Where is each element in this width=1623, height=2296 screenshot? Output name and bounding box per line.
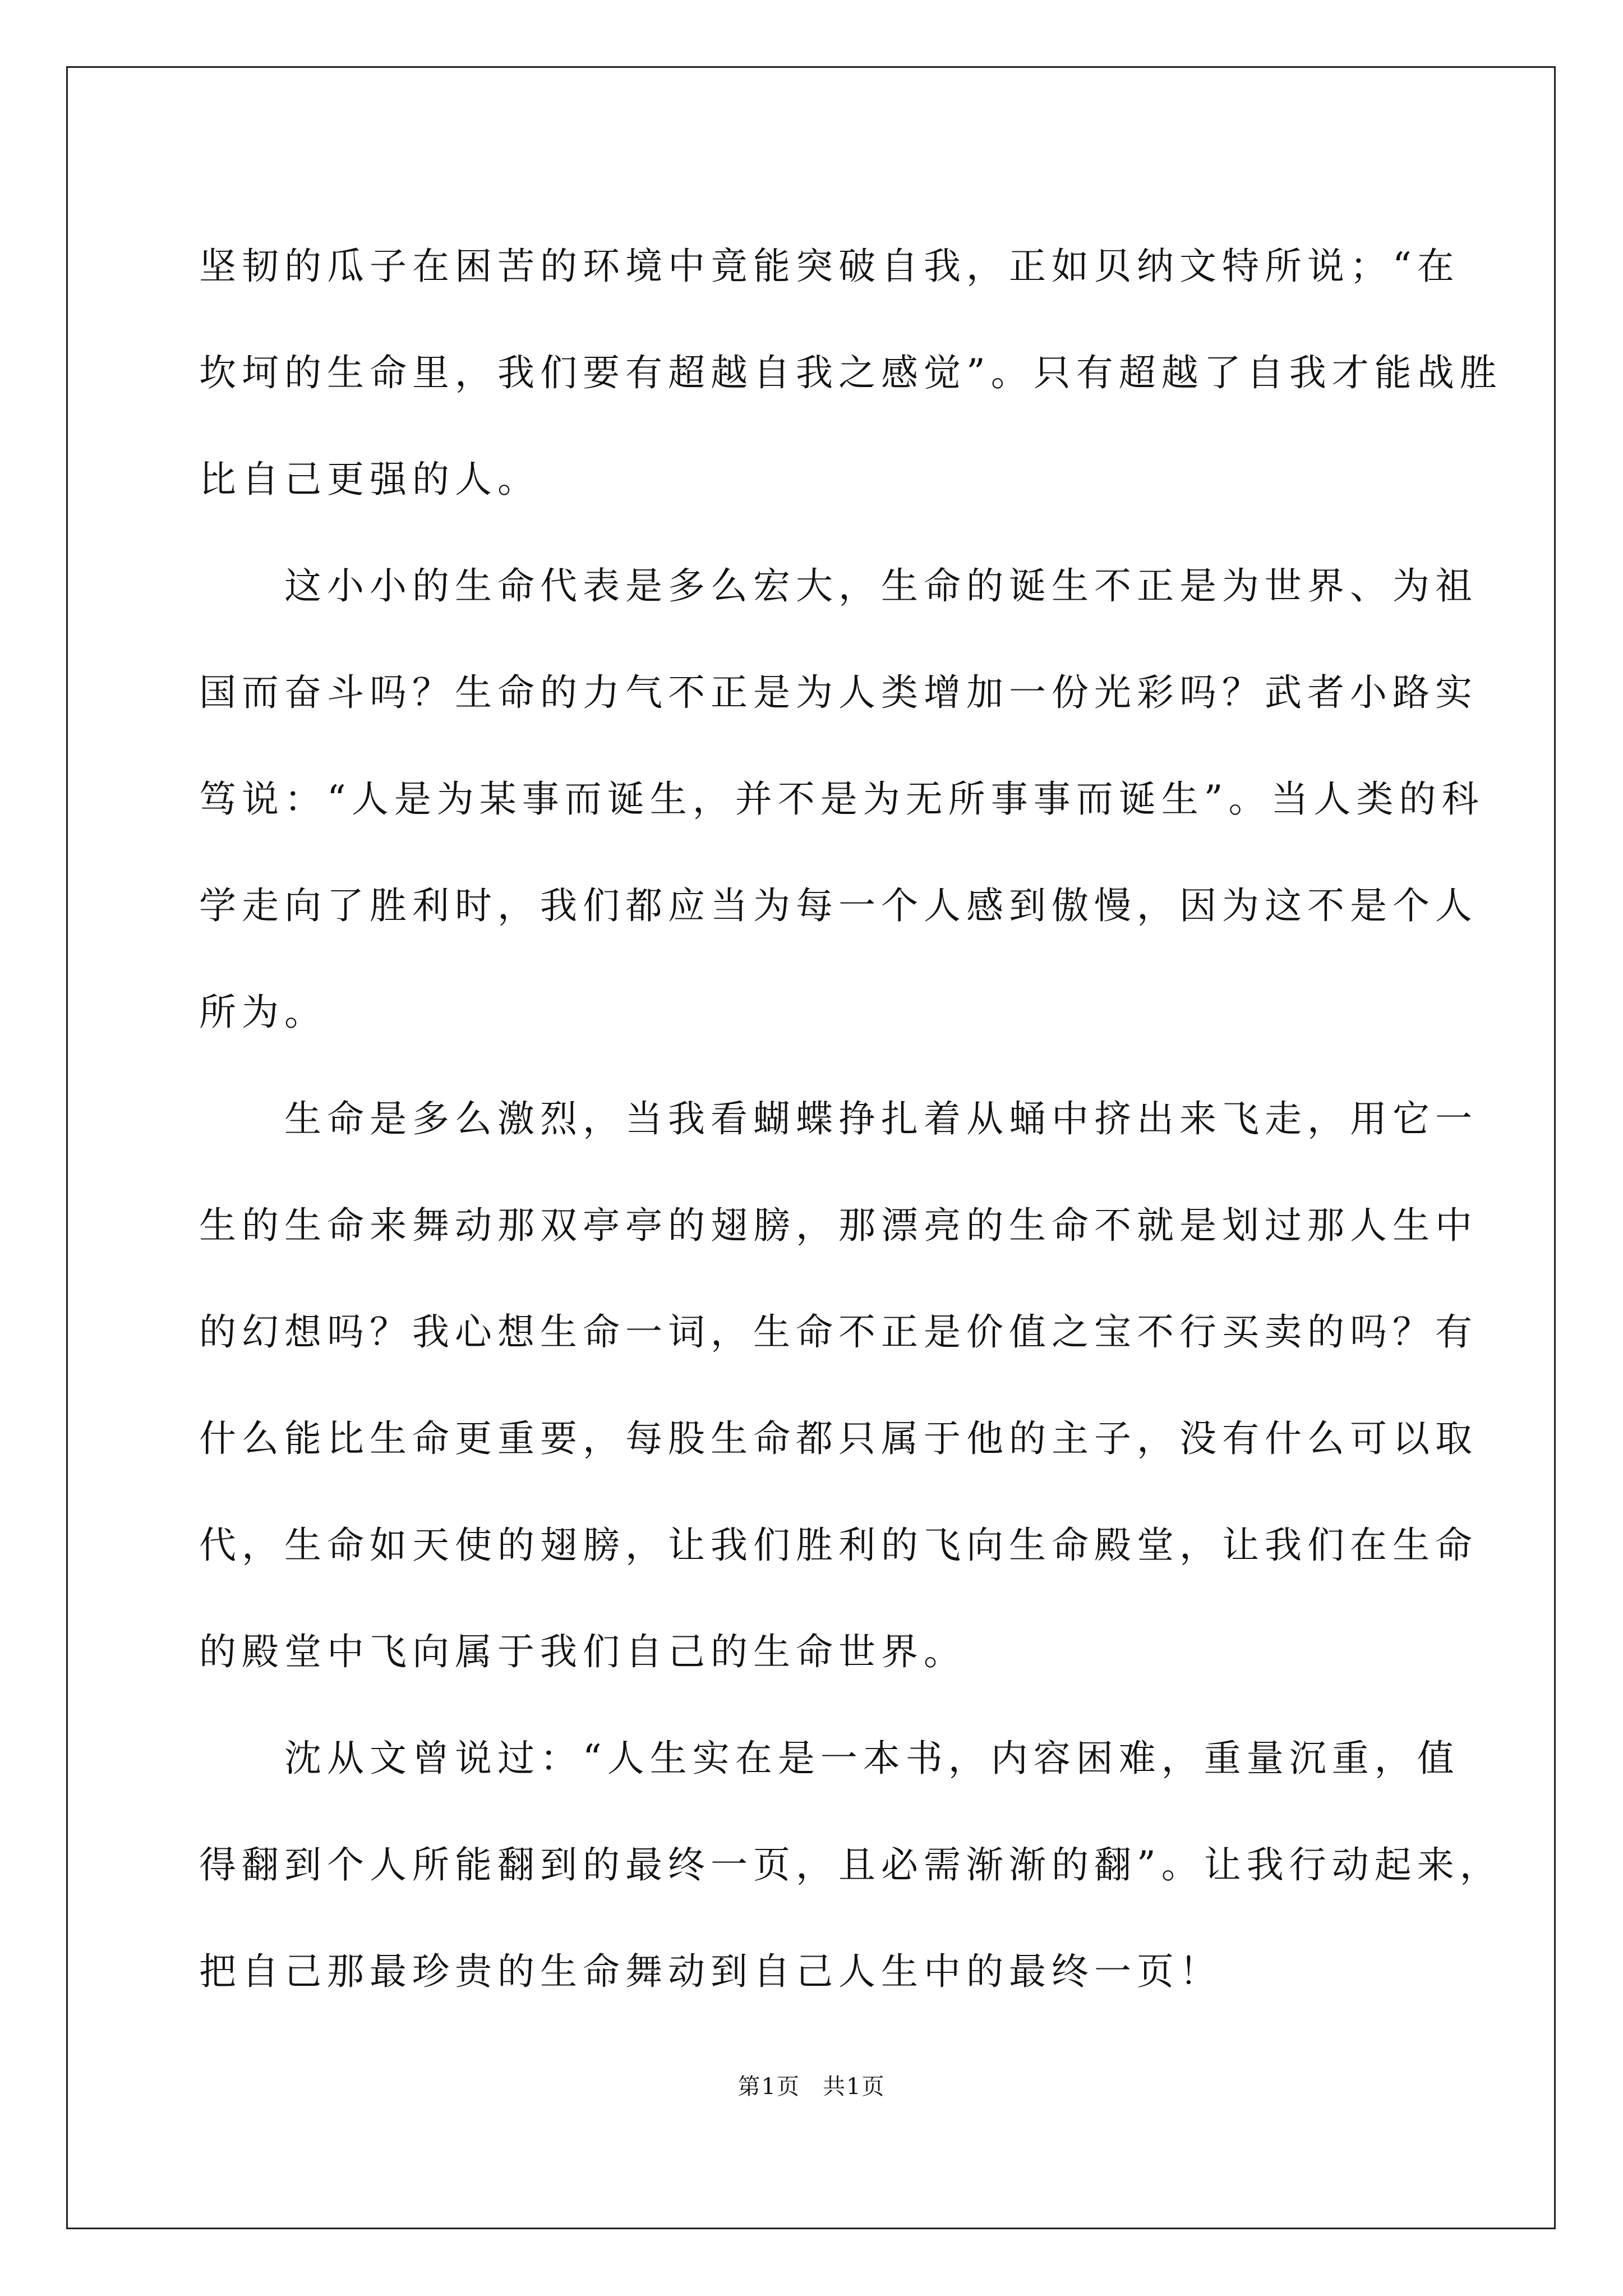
text-line: 笃说：“人是为某事而诞生，并不是为无所事事而诞生”。当人类的科	[199, 777, 1484, 821]
text-line: 坚韧的瓜子在困苦的环境中竟能突破自我，正如贝纳文特所说；“在	[199, 245, 1460, 288]
text-line: 什么能比生命更重要，每股生命都只属于他的主子，没有什么可以取	[199, 1417, 1478, 1460]
text-line: 坎坷的生命里，我们要有超越自我之感觉”。只有超越了自我才能战胜	[199, 351, 1502, 394]
text-line: 生命是多么激烈，当我看蝴蝶挣扎着从蛹中挤出来飞走，用它一	[284, 1097, 1478, 1140]
page-footer	[0, 2070, 1623, 2104]
text-line: 生的生命来舞动那双亭亭的翅膀，那漂亮的生命不就是划过那人生中	[199, 1204, 1478, 1247]
paragraph	[199, 1705, 1502, 2025]
text-line: 沈从文曾说过：“人生实在是一本书，内容困难，重量沉重，值	[284, 1737, 1460, 1780]
text-line: 的殿堂中飞向属于我们自己的生命世界。	[199, 1630, 966, 1673]
page-number-total: 共1页	[823, 2074, 886, 2100]
text-line: 国而奋斗吗？生命的力气不正是为人类增加一份光彩吗？武者小路实	[199, 671, 1478, 714]
text-line: 把自己那最珍贵的生命舞动到自己人生中的最终一页！	[199, 1950, 1222, 1993]
text-line: 比自己更强的人。	[199, 458, 540, 501]
text-line: 学走向了胜利时，我们都应当为每一个人感到傲慢，因为这不是个人	[199, 884, 1478, 927]
paragraph	[199, 1066, 1478, 1705]
paragraph	[199, 213, 1502, 533]
text-line: 得翻到个人所能翻到的最终一页，且必需渐渐的翻”。让我行动起来，	[199, 1843, 1502, 1887]
text-line: 的幻想吗？我心想生命一词，生命不正是价值之宝不行买卖的吗？有	[199, 1310, 1478, 1354]
document-body	[199, 213, 1502, 2025]
text-line: 所为。	[199, 991, 327, 1034]
text-line: 代，生命如天使的翅膀，让我们胜利的飞向生命殿堂，让我们在生命	[199, 1524, 1478, 1567]
text-line: 这小小的生命代表是多么宏大，生命的诞生不正是为世界、为祖	[284, 564, 1478, 608]
page-number-current: 第1页	[737, 2074, 800, 2100]
paragraph	[199, 533, 1484, 1066]
